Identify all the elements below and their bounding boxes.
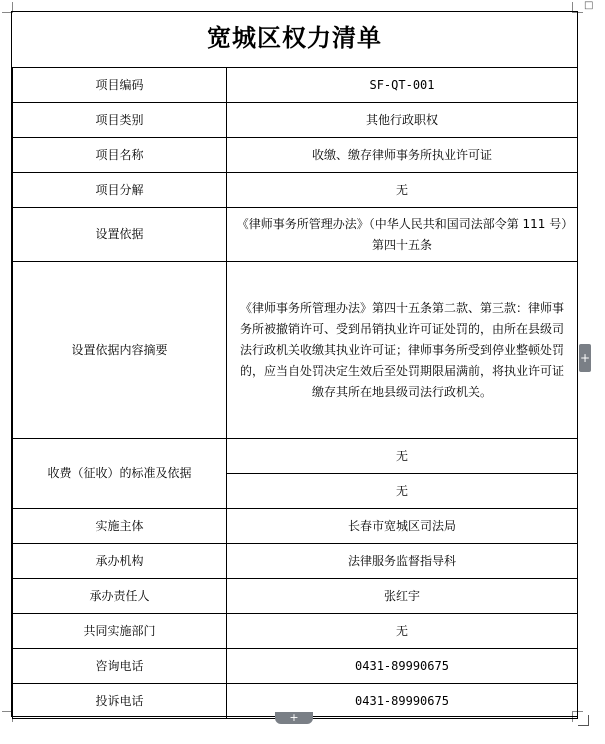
value-project-name: 收缴、缴存律师事务所执业许可证 xyxy=(227,138,578,173)
label-fee-standard: 收费（征收）的标准及依据 xyxy=(13,439,227,509)
table-row xyxy=(13,614,578,649)
value-complaint-phone: 0431-89990675 xyxy=(227,684,578,719)
label-responsible-person: 承办责任人 xyxy=(13,579,227,614)
power-list-frame xyxy=(11,11,578,717)
value-responsible-person: 张红宇 xyxy=(227,579,578,614)
label-project-breakdown: 项目分解 xyxy=(13,173,227,208)
value-handling-agency: 法律服务监督指导科 xyxy=(227,544,578,579)
table-row xyxy=(13,173,578,208)
table-row xyxy=(13,649,578,684)
value-project-breakdown: 无 xyxy=(227,173,578,208)
value-project-category: 其他行政职权 xyxy=(227,103,578,138)
table-row xyxy=(13,509,578,544)
value-co-departments: 无 xyxy=(227,614,578,649)
table-row xyxy=(13,68,578,103)
label-basis-summary: 设置依据内容摘要 xyxy=(13,262,227,439)
table-row xyxy=(13,262,578,439)
table-resize-handle[interactable] xyxy=(578,715,589,726)
table-row xyxy=(13,579,578,614)
value-fee-standard-a: 无 xyxy=(227,439,578,474)
value-legal-basis: 《律师事务所管理办法》（中华人民共和国司法部令第 111 号）第四十五条 xyxy=(227,208,578,262)
label-project-code: 项目编码 xyxy=(13,68,227,103)
label-inquiry-phone: 咨询电话 xyxy=(13,649,227,684)
plus-icon: + xyxy=(289,711,299,724)
value-inquiry-phone: 0431-89990675 xyxy=(227,649,578,684)
add-row-handle[interactable] xyxy=(275,712,313,724)
value-implementing-body: 长春市宽城区司法局 xyxy=(227,509,578,544)
plus-icon: + xyxy=(579,351,591,365)
label-implementing-body: 实施主体 xyxy=(13,509,227,544)
value-basis-summary: 《律师事务所管理办法》第四十五条第二款、第三款：律师事务所被撤销许可、受到吊销执业许可证处罚的，由所在县级司法行政机关收缴其执业许可证；律师事务所受到停业整顿处罚的，应当自处罚决定生效后至处罚期限届满前，将执业许可证缴存其所在地县级司法行政机关。 xyxy=(227,262,578,439)
value-fee-standard-b: 无 xyxy=(227,474,578,509)
label-project-category: 项目类别 xyxy=(13,103,227,138)
add-column-handle[interactable] xyxy=(579,344,591,372)
table-row xyxy=(13,208,578,262)
table-row xyxy=(13,103,578,138)
table-row xyxy=(13,138,578,173)
table-select-icon[interactable]: □ xyxy=(584,0,594,11)
value-project-code: SF-QT-001 xyxy=(227,68,578,103)
label-project-name: 项目名称 xyxy=(13,138,227,173)
power-list-table xyxy=(12,67,578,719)
table-row xyxy=(13,544,578,579)
table-row xyxy=(13,439,578,474)
label-complaint-phone: 投诉电话 xyxy=(13,684,227,719)
label-co-departments: 共同实施部门 xyxy=(13,614,227,649)
label-handling-agency: 承办机构 xyxy=(13,544,227,579)
document-title: 宽城区权力清单 xyxy=(207,23,382,52)
label-legal-basis: 设置依据 xyxy=(13,208,227,262)
